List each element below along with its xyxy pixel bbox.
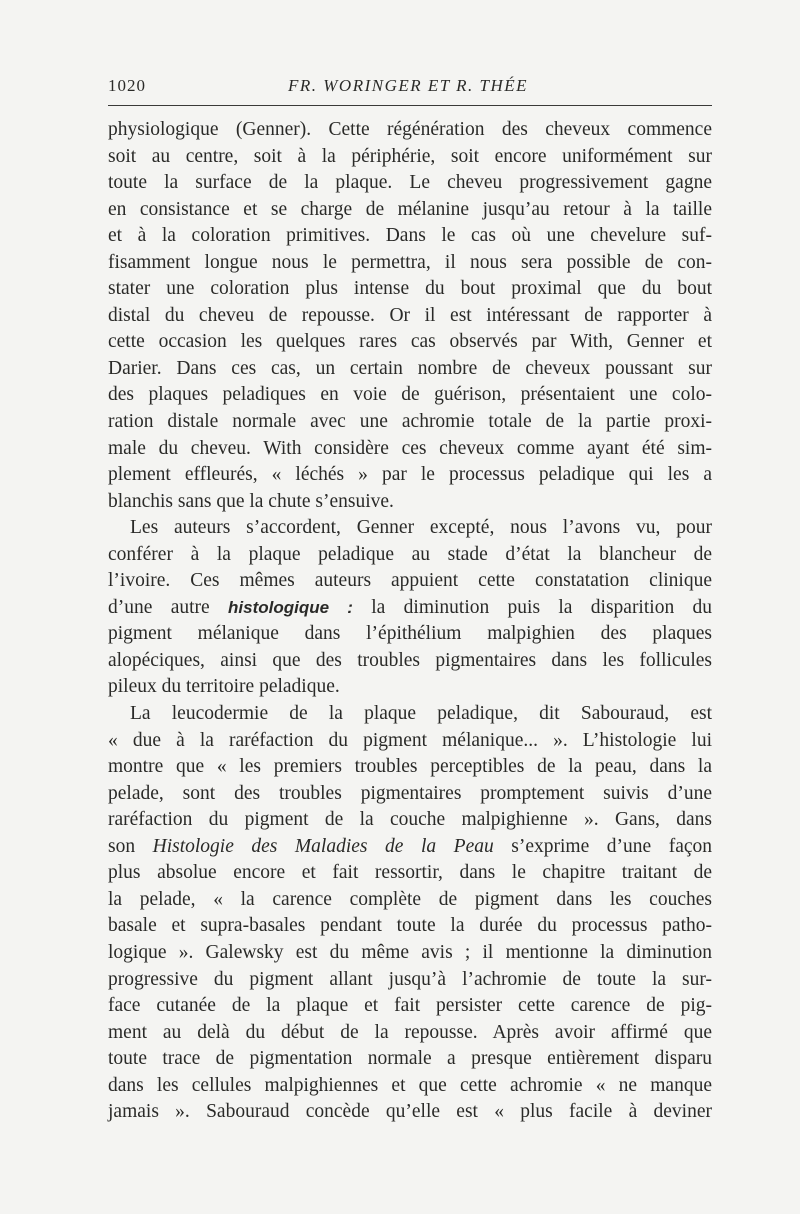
text-line: plus absolue encore et fait ressortir, dans le chapitre traitant de <box>108 862 712 884</box>
body-text <box>108 117 712 1126</box>
text-line: en consistance et se charge de mélanine jusqu’au retour à la taille <box>108 198 712 220</box>
text-run: s’exprime d’une façon <box>511 835 712 857</box>
text-run: d’une autre <box>108 596 210 618</box>
text-line: progressive du pigment allant jusqu’à l’achromie de toute la sur- <box>108 968 712 990</box>
text-line: basale et supra-basales pendant toute la durée du processus patho- <box>108 915 712 937</box>
text-line: et à la coloration primitives. Dans le cas où une chevelure suf- <box>108 225 712 247</box>
text-line: toute trace de pigmentation normale a presque entièrement disparu <box>108 1048 712 1070</box>
text-line: plement effleurés, « léchés » par le processus peladique qui les a <box>108 464 712 486</box>
text-line: logique ». Galewsky est du même avis ; il mentionne la diminution <box>108 941 712 963</box>
text-line: alopéciques, ainsi que des troubles pigmentaires dans les follicules <box>108 649 712 671</box>
text-line: Darier. Dans ces cas, un certain nombre de cheveux poussant sur <box>108 357 712 379</box>
text-line: distal du cheveu de repousse. Or il est intéressant de rapporter à <box>108 304 712 326</box>
text-line: conférer à la plaque peladique au stade d’état la blancheur de <box>108 543 712 565</box>
text-line: stater une coloration plus intense du bout proximal que du bout <box>108 278 712 300</box>
text-line: des plaques peladiques en voie de guérison, présentaient une colo- <box>108 384 712 406</box>
text-line: male du cheveu. With considère ces cheveux comme ayant été sim- <box>108 437 712 459</box>
text-line: l’ivoire. Ces mêmes auteurs appuient cette constatation clinique <box>108 570 712 592</box>
text-run: la diminution puis la disparition du <box>371 596 713 618</box>
text-line: fisamment longue nous le permettra, il nous sera possible de con- <box>108 251 712 273</box>
text-line: ment au delà du début de la repousse. Après avoir affirmé que <box>108 1021 712 1043</box>
text-line: ration distale normale avec une achromie totale de la partie proxi- <box>108 411 712 433</box>
text-line: pileux du territoire peladique. <box>108 676 340 698</box>
text-line: montre que « les premiers troubles perceptibles de la peau, dans la <box>108 756 712 778</box>
text-line: dans les cellules malpighiennes et que cette achromie « ne manque <box>108 1074 712 1096</box>
text-line: la pelade, « la carence complète de pigment dans les couches <box>108 888 712 910</box>
text-line: toute la surface de la plaque. Le cheveu progressivement gagne <box>108 172 712 194</box>
text-line: raréfaction du pigment de la couche malpighienne ». Gans, dans <box>108 809 712 831</box>
header-rule <box>108 105 712 106</box>
text-line: soit au centre, soit à la périphérie, soit encore uniformément sur <box>108 145 712 167</box>
emphasis-histologique: histologique : <box>228 597 353 617</box>
text-line: pigment mélanique dans l’épithélium malpighien des plaques <box>108 623 712 645</box>
text-line: Les auteurs s’accordent, Genner excepté, nous l’avons vu, pour <box>130 517 712 539</box>
page-number: 1020 <box>108 76 146 95</box>
text-line: pelade, sont des troubles pigmentaires promptement suivis d’une <box>108 782 712 804</box>
text-line: blanchis sans que la chute s’ensuive. <box>108 490 394 512</box>
text-run: son <box>108 835 136 857</box>
running-title: FR. WORINGER ET R. THÉE <box>288 76 529 95</box>
text-line: « due à la raréfaction du pigment mélanique... ». L’histologie lui <box>108 729 712 751</box>
text-line <box>108 595 712 622</box>
text-line: face cutanée de la plaque et fait persister cette carence de pig- <box>108 995 712 1017</box>
text-line: cette occasion les quelques rares cas observés par With, Genner et <box>108 331 712 353</box>
running-head <box>108 76 712 100</box>
book-title: Histologie des Maladies de la Peau <box>152 835 494 857</box>
text-line: La leucodermie de la plaque peladique, dit Sabouraud, est <box>130 703 712 725</box>
text-line <box>108 834 712 861</box>
text-line: jamais ». Sabouraud concède qu’elle est « plus facile à deviner <box>108 1101 712 1123</box>
text-line: physiologique (Genner). Cette régénération des cheveux commence <box>108 119 712 140</box>
